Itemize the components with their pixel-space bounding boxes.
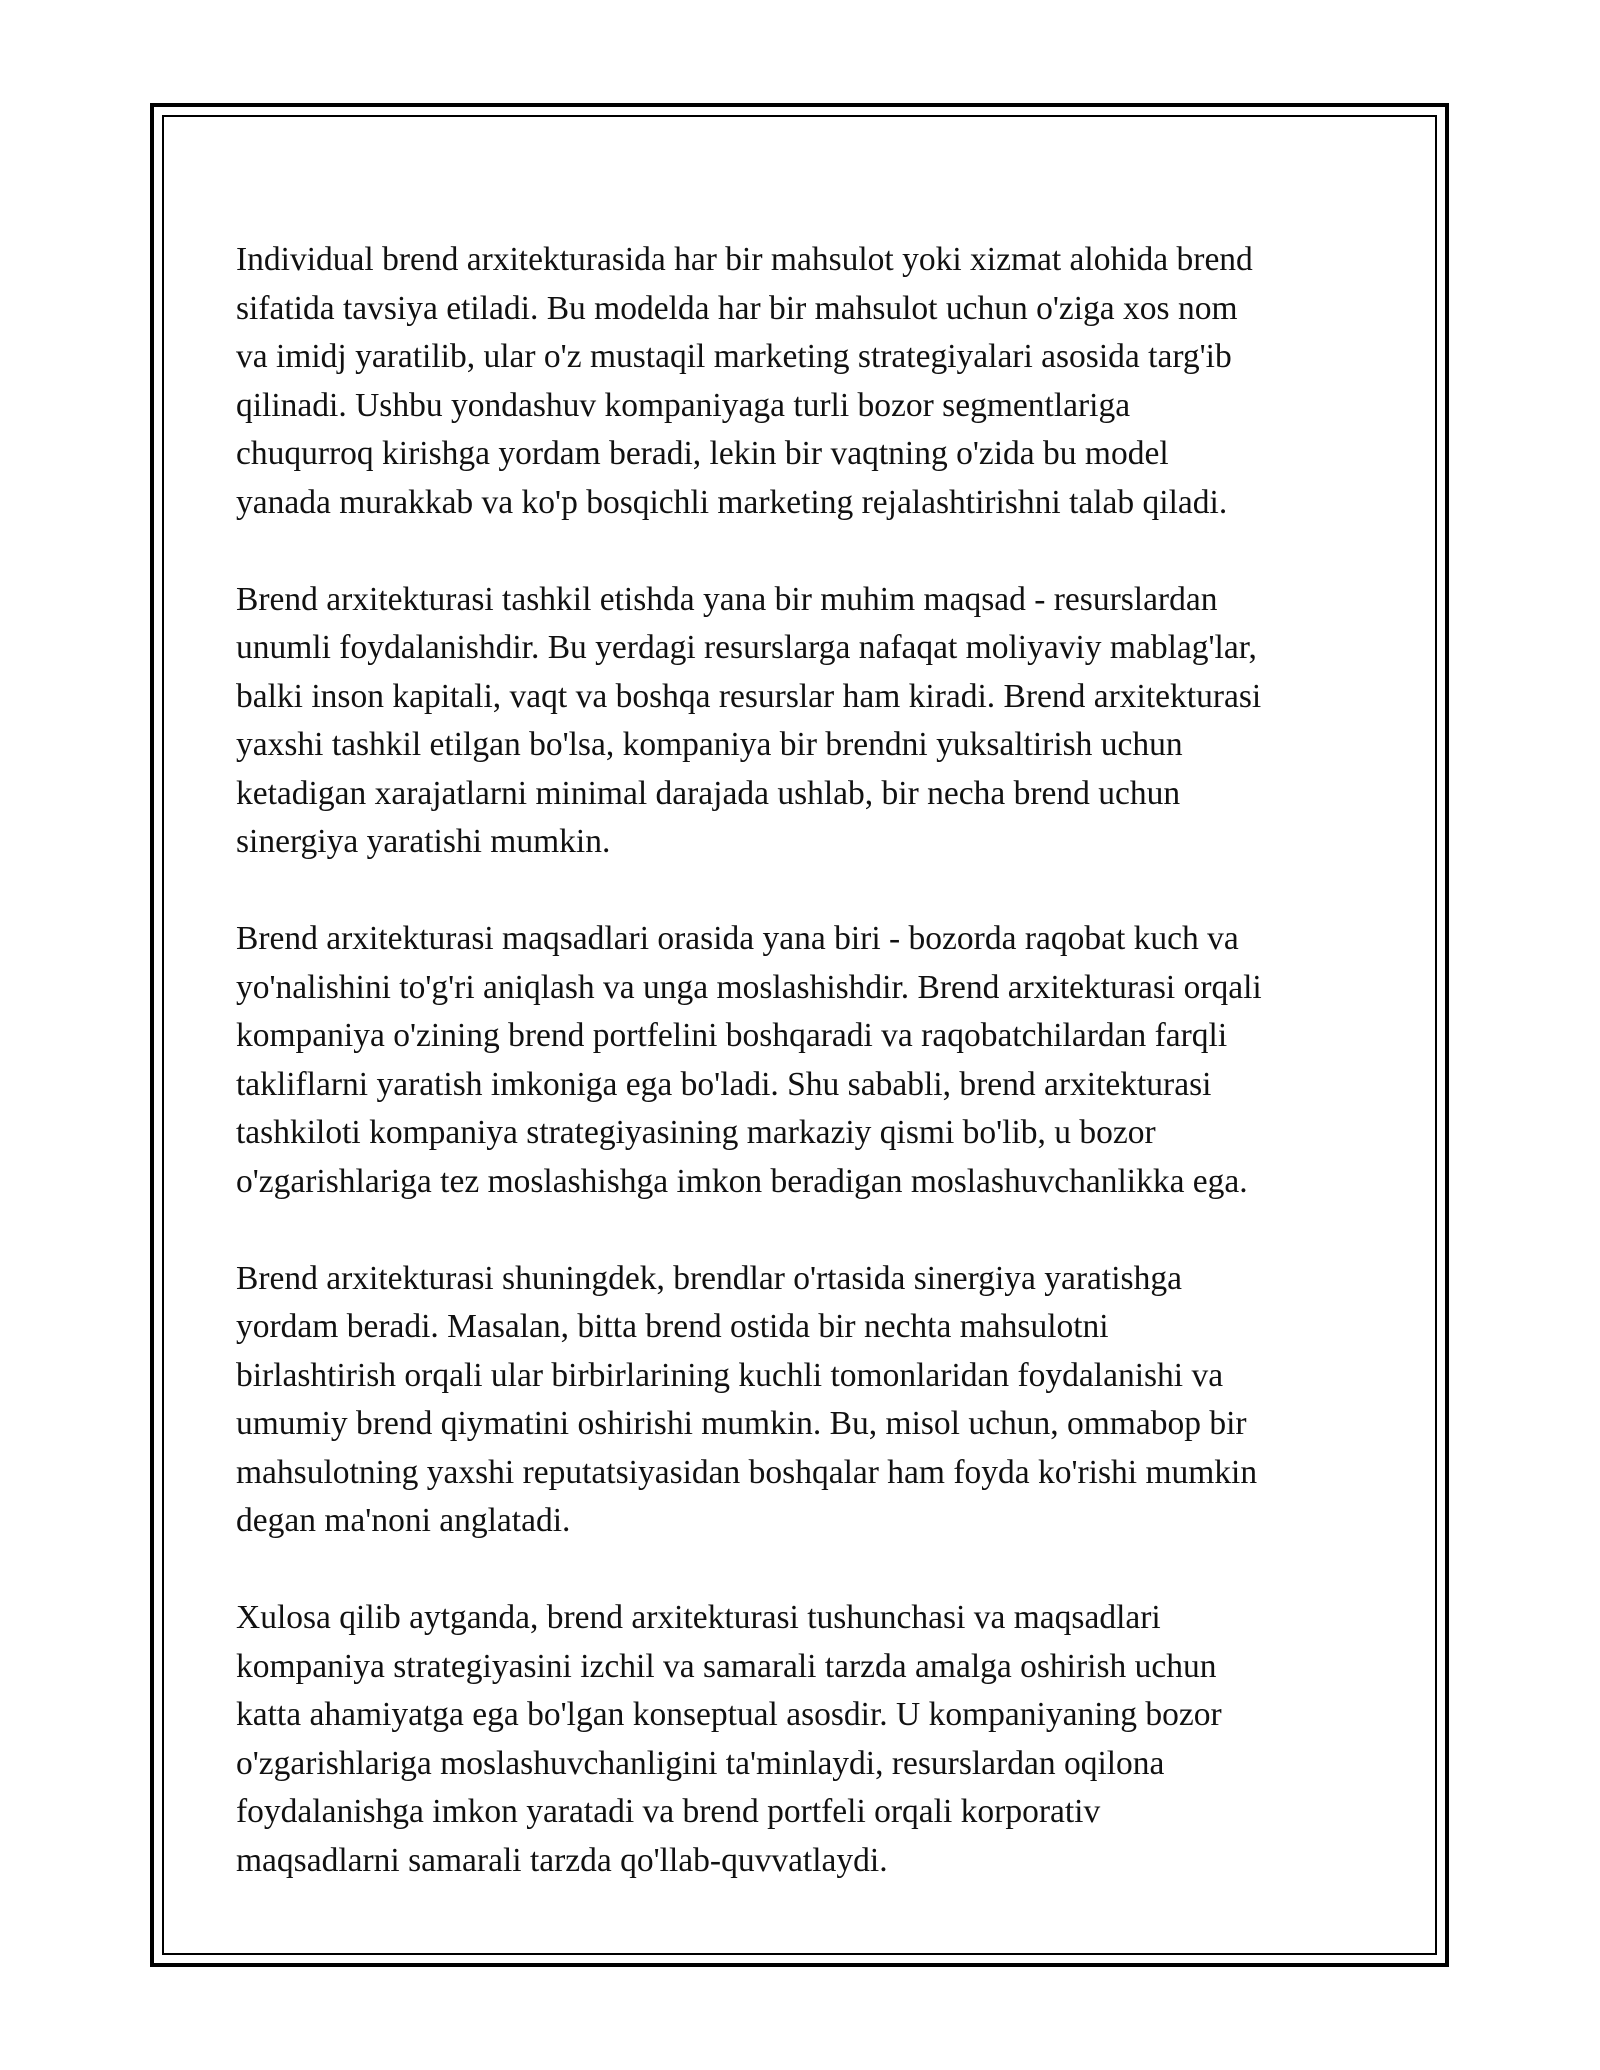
paragraph-1: Individual brend arxitekturasida har bir mahsulot yoki xizmat alohida brend sifatida tavsiya etiladi. Bu modelda har bir mahsulot uchun o'ziga xos nom va imidj yaratilib, ular o'z mustaqil marketing strategiyalari asosida targ'ib qilinadi. Ushbu yondashuv kompaniyaga turli bozor segmentlariga chuqurroq kirishga yordam beradi, lekin bir vaqtning o'zida bu model yanada murakkab va ko'p bosqichli marketing rejalashtirishni talab qiladi. [236, 241, 1253, 521]
paragraph-4: Brend arxitekturasi shuningdek, brendlar o'rtasida sinergiya yaratishga yordam beradi. Masalan, bitta brend ostida bir nechta mahsulotni birlashtirish orqali ular birbirlarining kuchli tomonlaridan foydalanishi va umumiy brend qiymatini oshirishi mumkin. Bu, misol uchun, ommabop bir mahsulotning yaxshi reputatsiyasidan boshqalar ham foyda ko'rishi mumkin degan ma'noni anglatadi. [236, 1259, 1258, 1539]
paragraph-3: Brend arxitekturasi maqsadlari orasida yana biri - bozorda raqobat kuch va yo'nalishini to'g'ri aniqlash va unga moslashishdir. Brend arxitekturasi orqali kompaniya o'zining brend portfelini boshqaradi va raqobatchilardan farqli takliflarni yaratish imkoniga ega bo'ladi. Shu sababli, brend arxitekturasi tashkiloti kompaniya strategiyasining markaziy qismi bo'lib, u bozor o'zgarishlariga tez moslashishga imkon beradigan moslashuvchanlikka ega. [236, 920, 1262, 1200]
paragraph-2: Brend arxitekturasi tashkil etishda yana bir muhim maqsad - resurslardan unumli foydalanishdir. Bu yerdagi resurslarga nafaqat moliyaviy mablag'lar, balki inson kapitali, vaqt va boshqa resurslar ham kiradi. Brend arxitekturasi yaxshi tashkil etilgan bo'lsa, kompaniya bir brendni yuksaltirish uchun ketadigan xarajatlarni minimal darajada ushlab, bir necha brend uchun sinergiya yaratishi mumkin. [236, 580, 1262, 860]
paragraph-5: Xulosa qilib aytganda, brend arxitekturasi tushunchasi va maqsadlari kompaniya strategiyasini izchil va samarali tarzda amalga oshirish uchun katta ahamiyatga ega bo'lgan konseptual asosdir. U kompaniyaning bozor o'zgarishlariga moslashuvchanligini ta'minlaydi, resurslardan oqilona foydalanishga imkon yaratadi va brend portfeli orqali korporativ maqsadlarni samarali tarzda qo'llab-quvvatlaydi. [236, 1599, 1222, 1879]
document-body [236, 236, 1376, 1934]
